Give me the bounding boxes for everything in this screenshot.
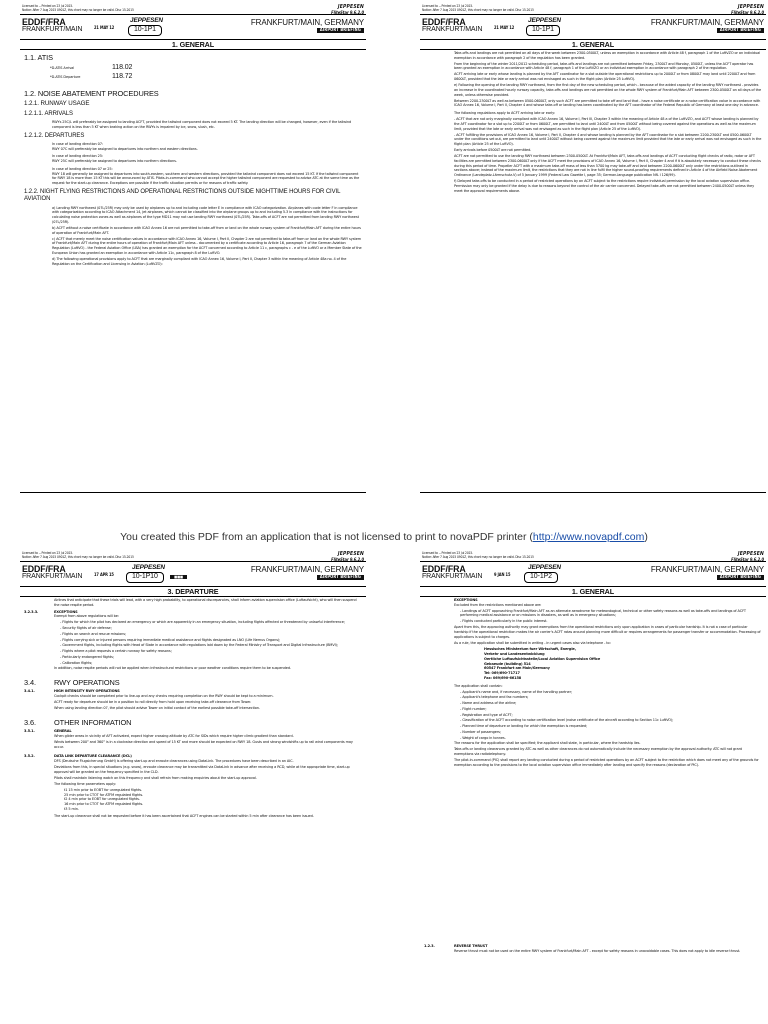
authority-address [454, 647, 762, 680]
section-heading: REVERSE THRUST [454, 943, 488, 948]
section-number: 3.5.1. [24, 728, 35, 734]
jeppesen-logo: JEPPESEN [337, 551, 364, 557]
exceptions-list [454, 609, 762, 624]
novapdf-notice [0, 527, 768, 547]
night-item: d) The following operational provisions apply to ACFT that are marginally compliant with ICAO Annex 16, Volume I, Part II, Chapter 3 within the meaning of Article 48a no. 4 of the Regulation on the Certification and Licensing in Aviation (LuftVZO): [52, 255, 347, 266]
airport-briefing-label: AIRPORT BRIEFING [717, 28, 764, 33]
list-item: - Flights where a pilot requests a certain runway for safety reasons; [60, 649, 362, 654]
paragraph: e) Following the opening of the landing RWY northwest, from the first day of the new scheduling period, which - because of the added capacity of the landing RWY northwest - provides an increase in the coordinated hourly runway capacity, take-offs and landings are not permitted on the whole RWY system of Frankfurt/Main AFT between 2300-0500LT on all days of the week, unless otherwise provided. [454, 82, 762, 97]
jeppesen-logo: JEPPESEN [337, 4, 364, 10]
license-line: Licensed to -- Printed on 23 Jul 2015. [422, 551, 474, 555]
paragraph: The start-up clearance shall not be requested before it has been ascertained that ACFT engines can be started within 5 min after clearance has been issued. [54, 812, 314, 818]
list-item: - Applicant's name and, if necessary, name of the handling partner; [460, 690, 762, 695]
night-items [24, 206, 362, 267]
exceptions-list [54, 620, 362, 665]
flitestar-version: FliteStar 9.6.2.0 [331, 10, 364, 16]
list-item: - Government flights, including flights with Head of State in accordance with regulations laid down by the Federal Ministry of Transport and Digital Infrastructure (BMVI); [60, 643, 362, 648]
high-intensity-section [24, 689, 362, 712]
paragraph: Reverse thrust must not be used on the entire RWY system of Frankfurt/Main AFT - except for safety reasons in unavoidable cases. This does not apply to idle reverse thrust. [454, 947, 741, 953]
chart-index: 10-1P10 [126, 572, 164, 583]
night-item: a) Landing RWY northwest (07L/25R) may only be used by airplanes up to and including code letter E in compliance with ICAO categorization. Airplanes with code letter F in compliance with categorization according to ICAO Attachment 14, jet airplanes, which cannot be classified into the airplane groups up to and including 5.3 in compliance with the instructions for calculating noise protection zones as well as airplanes of the type MD11 may not use landing RWY northwest (07L/25R). Take-offs of ACFT are not permitted from landing RWY northwest (07L/25R). [52, 204, 359, 224]
departures-block [24, 142, 362, 186]
validity-notice: Notice: After 7 Aug 2015 0901Z, this chart may no longer be valid. Disc 15-2015 [422, 555, 534, 560]
exceptions-lead: Exempt from above regulations will be: [54, 613, 119, 619]
reverse-thrust-section [424, 942, 762, 955]
section-title: 1. GENERAL [20, 39, 366, 50]
list-item: - Number of passengers; [460, 730, 762, 735]
paragraph: Cockpit checks should be completed prior to line-up and any checks requiring completion on the RWY should be kept to a minimum. [54, 693, 274, 699]
address-line: Tel: 069/690-71717 [484, 670, 520, 676]
exceptions-section [24, 610, 362, 673]
airport-briefing-label: AIRPORT BRIEFING [317, 575, 364, 580]
application-lead: The application shall contain: [454, 682, 503, 688]
paragraph: ACFT arriving late or early whose landing is planned by the AFT coordinator for a slot outside the operational restrictions up to 2000LT or from 0800LT may land until 2200LT and from 0600LT, provided that the late or early arrival was not envisaged as such in the flight plan (Article 25 LuftVO). [454, 71, 756, 82]
night-restrictions-heading: 1.2.2. NIGHT FLYING RESTRICTIONS AND OPERATIONAL RESTRICTIONS OUTSIDE NIGHTTIME HOURS FOR CIVIL AVIATION [24, 188, 341, 203]
section-number: 3.2.3.3. [24, 608, 39, 614]
section-number: 3.6. [24, 717, 36, 727]
dep-07-title: In case of landing direction 07: [52, 140, 103, 146]
page-footer-rule [420, 492, 766, 493]
runway-usage-heading: 1.2.1. RUNWAY USAGE [24, 100, 90, 108]
paragraph: Apart from this, the approving authority may grant exemptions from the operational restrictions only upon application in cases of particular hardship. It is not a case of particular hardship if the operational restriction makes the air carrier's ACFT rotas around planning more difficult or requires arrangements for passenger transfer or accommodation. Processing of applications is subject to charges. [454, 624, 761, 639]
address-line: Verkehr und Landesentwicklung [484, 651, 545, 657]
intro-text: Airlines that anticipate that these trials will lead, with a very high probability, to operational discrepancies, shall inform aviation supervision office (Luftaufsicht), who will then suspend the noise respite period. [54, 597, 357, 607]
dep-25-text: RWY 25C will preferably be assigned to departures into northern directions. [52, 158, 177, 164]
airport-city: FRANKFURT/MAIN [422, 26, 483, 33]
airport-icao: EDDF/FRA [22, 17, 66, 27]
application-list [454, 690, 762, 741]
address-line: Oertliche Luftaufsichtsstelle/Local Aviation Supervision Office [484, 655, 601, 661]
chart-date: 17 APR 15 [94, 572, 114, 577]
list-item: - Name and address of the airline; [460, 701, 762, 706]
chart-header [420, 564, 766, 585]
license-bar [20, 4, 366, 15]
airport-location: FRANKFURT/MAIN, GERMANY [650, 18, 764, 27]
time-parameter: 16 min prior to CTOT for ATFM regulated flights. [64, 801, 144, 807]
section-heading: RWY OPERATIONS [54, 678, 120, 688]
atis-heading: 1.1. ATIS [24, 53, 53, 62]
atis-row: *D-ATIS Departure 118.72 [50, 72, 133, 80]
exceptions-lead: Excluded from the restrictions mentioned above are: [454, 601, 542, 607]
noise-heading: 1.2. NOISE ABATEMENT PROCEDURES [24, 89, 159, 99]
airport-location: FRANKFURT/MAIN, GERMANY [250, 18, 364, 27]
list-item: - Flights on search and rescue missions; [60, 632, 362, 637]
novapdf-notice-close: ) [644, 531, 648, 543]
address-line: Fax: 069/690-66158 [484, 674, 522, 680]
airport-location: FRANKFURT/MAIN, GERMANY [650, 565, 764, 574]
license-bar [20, 551, 366, 562]
time-parameters [54, 788, 362, 812]
chart-body [24, 52, 362, 268]
section-number: 1.2.3. [424, 943, 435, 948]
dcl-section [24, 754, 362, 819]
revision-marker: ■■■ [170, 575, 187, 579]
section-heading: EXCEPTIONS [454, 597, 478, 602]
novapdf-notice-text: You created this PDF from an application that is not licensed to print to novaPDF printer ( [120, 531, 533, 543]
chart-header [20, 17, 366, 38]
validity-notice: Notice: After 7 Aug 2015 0901Z, this chart may no longer be valid. Disc 15-2015 [22, 555, 134, 560]
paragraph: When using landing direction 07, the pilot should advise Tower on initial contact of the earliest possible take-off intersection. [54, 705, 260, 711]
flitestar-version: FliteStar 9.6.2.0 [731, 10, 764, 16]
airport-city: FRANKFURT/MAIN [422, 573, 483, 580]
paragraph: ACFT ready for departure should be in a position to roll directly from hold upon receiving take-off clearance from Tower. [54, 699, 252, 705]
section-title: 3. DEPARTURE [20, 586, 366, 597]
paragraph: Deviations from this, in special situations (e.g. snow), enroute clearance may be transmitted via DataLink in advance after receiving a RCD, while at the appropriate time, start-up approval will be granted on the frequency specified in the CLD. [54, 764, 350, 774]
atis-frequency: 118.72 [112, 72, 133, 80]
section-number: 3.5.2. [24, 753, 35, 759]
paragraph: - ACFT that are not only marginally compliant with ICAO Annex 16, Volume I, Part III, Chapter 3 within the meaning of Article 48 a of the LuftVZO, and ACFT whose landing is planned by the AFT coordinator for a slot up to 2200LT or from 0600LT, are permitted to land until 2400LT and from 0500LT without being covered against the operations as well as the maximum limit, provided that the late or early arrival was not envisaged as such in the flight plan (Article 25 of the LuftVO). [454, 116, 759, 131]
paragraph: The pilot-in-command (PIC) shall report any landing conducted during a period of restricted operations by an ACFT subject to the restriction which does not meet any of the grounds for exemption according to the provisions to the local aviation supervision office immediately after landing and specify the reasons (declaration of PIC). [454, 757, 759, 767]
chart-page-10-1p1-right [420, 0, 766, 500]
paragraph: - ACFT fulfilling the provisions of ICAO Annex 16, Volume I, Part II, Chapter 4 and whose landing is planned by the AFT coordinator for a slot between 2200-2300LT and 0500-0600LT under the conditions set out, are permitted to land until 2400LT without being covered against the maximum limit provided that the late or early arrival was not envisaged as such in the flight plan (Article 25 of the LuftVO). [454, 131, 762, 147]
time-parameter: t1 15 min prior to EOBT for unregulated flights. [64, 786, 142, 792]
chart-page-10-1p1-left [20, 0, 366, 500]
paragraph: Pilots shall maintain listening watch on this frequency and shall refrain from making enquiries about the start-up approval. [54, 774, 257, 780]
airport-location: FRANKFURT/MAIN, GERMANY [250, 565, 364, 574]
paragraph: The following regulations apply to ACFT arriving late or early: [454, 110, 555, 116]
list-item: - Flights for which the pilot has declared an emergency or which are apparently in an emergency situation, including flights affected or threatened by unlawful interference; [60, 620, 362, 625]
exceptions-tail: In addition, noise respite periods will not be applied when infrastructural restrictions or poor weather conditions require them to be suspended. [54, 665, 291, 671]
section-number: 3.4. [24, 678, 36, 688]
list-item: - Classification of the ACFT according to noise certification level (noise certificate of the aircraft according to Section 11c LuftVO); [460, 718, 762, 723]
chart-date: 21 MAY 12 [94, 25, 115, 30]
validity-notice: Notice: After 7 Aug 2015 0901Z, this chart may no longer be valid. Disc 15-2015 [22, 8, 134, 13]
airport-city: FRANKFURT/MAIN [22, 573, 83, 580]
jeppesen-brand: JEPPESEN [528, 564, 561, 571]
section-title: 1. GENERAL [420, 586, 766, 597]
list-item: - Weight of cargo in tonnes. [460, 736, 762, 741]
license-line: Licensed to -- Printed on 23 Jul 2015. [422, 4, 474, 8]
list-item: - Planned time of departure or landing for which the exemption is requested; [460, 724, 762, 729]
section-heading: HIGH INTENSITY RWY OPERATIONS [54, 688, 120, 694]
section-number: 3.4.1. [24, 688, 35, 694]
license-bar [420, 551, 766, 562]
section-heading: DATA LINK DEPARTURE CLEARANCE (DCL) [54, 753, 132, 759]
list-item: - Registration and type of ACFT; [460, 713, 762, 718]
time-parameter: t2 4 min prior to EOBT for unregulated flights. [64, 796, 140, 802]
paragraph: f) Delayed take-offs to be conducted in a period of restricted operations by an ACFT subject to the restrictions require individual permission by the local aviation supervision office. Permission may only be granted if the delay is due to reasons beyond the control of the air carrier concerned. Delayed take-offs are not permitted between 2400-0500LT unless they meet the approval requirements above. [454, 178, 755, 193]
other-info-section [24, 718, 362, 727]
dep-25-title: In case of landing direction 25: [52, 153, 103, 159]
flitestar-version: FliteStar 9.6.2.0 [731, 557, 764, 563]
list-item: - Applicant's telephone and fax numbers; [460, 695, 762, 700]
dep-0725-title: In case of landing direction 07 or 25: [52, 165, 113, 171]
arrivals-text: RWYs 25C/L will preferably be assigned to landing ACFT, provided the tailwind component does not exceed 5 KT. The landing direction will be changed, however, even if the tailwind component is less than 5 KT when braking action on the RWYs is impaired by ice, snow, slush, etc. [52, 119, 352, 129]
rwy-operations-section [24, 678, 362, 687]
chart-date: 21 MAY 12 [494, 25, 515, 30]
paragraph: As a rule, the application shall be submitted in writing - in urgent cases also via telephone - to: [454, 639, 611, 645]
paragraph: When glider areas in vicinity of AFT activated, expect higher crossing altitude by ATC for SIDs which require higher climb gradient than standard. [54, 732, 294, 738]
chart-index: 10-1P2 [524, 572, 558, 583]
departures-heading: 1.2.1.2. DEPARTURES [24, 132, 85, 139]
paragraph: Between 2200-2300LT as well as between 0500-0600LT, only such ACFT are permitted to take off and land that - have a noise certificate or a noise certification value in accordance with ICAO Annex 16, Volume I, Part II, Chapter 4 and whose take-off or landing has been coordinated by the AFT coordinator of the Federal Republic of Germany at least one day in advance. [454, 97, 761, 108]
chart-index: 10-1P1 [128, 25, 162, 36]
chart-body [24, 598, 362, 820]
chart-date: 9 JAN 15 [494, 572, 511, 577]
address-line: 60547 Frankfurt am Main/Germany [484, 665, 550, 671]
atis-block [24, 64, 362, 81]
list-item: - Flights conducted particularly in the public interest. [460, 619, 762, 624]
airport-icao: EDDF/FRA [422, 17, 466, 27]
license-line: Licensed to -- Printed on 23 Jul 2015. [22, 4, 74, 8]
page-footer-rule [20, 492, 366, 493]
jeppesen-brand: JEPPESEN [132, 564, 165, 571]
list-item: - Landings of ACFT approaching Frankfurt/Main AFT as an alternate aerodrome for meteorological, technical or other safety reasons as well as take-offs and landings of ACFT performing medical assistance or on missions in disasters, as well as in emergency situations; [460, 609, 762, 619]
chart-page-10-1p10 [20, 547, 366, 1024]
chart-header [20, 564, 366, 585]
chart-body [454, 598, 762, 769]
flitestar-version: FliteStar 9.6.2.0 [331, 557, 364, 563]
section-heading: EXCEPTIONS [54, 608, 78, 614]
atis-frequency: 118.02 [112, 64, 133, 72]
jeppesen-brand: JEPPESEN [528, 17, 561, 24]
general-section [24, 729, 362, 750]
section-title: 1. GENERAL [420, 39, 766, 50]
paragraph: Early arrivals before 0500LT are not permitted. [454, 147, 532, 153]
dep-0725-text: RWY 18 will generally be assigned to departures into south-eastern, southern and western directions, provided the tailwind component does not exceed 15 KT. If the tailwind component for RWY 18 is more than 15 KT this will be announced by ATIS. Pilots-in-command who cannot accept the higher tailwind component are requested to advise ATC at the same time as the request for the start-up clearance. Exceptions are possible if the traffic situation permits or for reasons of traffic safety. [52, 170, 360, 186]
paragraph: The following time parameters apply: [54, 780, 116, 786]
paragraph: Winds between 200° and 360° is in a clockwise direction and speed of 15 KT and more should be expected on RWY 18. Gusts and strong windshifts up to rail wind components may occur. [54, 738, 353, 749]
list-item: - Security flights of air defense; [60, 626, 362, 631]
night-item: b) ACFT without a noise certificate in accordance with ICAO Annex 16 are not permitted to take-off from or land on the whole runway system of Frankfurt/Main AFT during the entire hours of operation of Frankfurt/Main AFT. [52, 224, 361, 235]
list-item: - Flight number; [460, 707, 762, 712]
paragraph: DFS (Deutsche Flugsicherung GmbH) is offering start-up and enroute clearances using DataLink. The procedures have been described in an AIC. [54, 758, 294, 764]
airport-briefing-label: AIRPORT BRIEFING [717, 575, 764, 580]
paragraph: From the beginning of the winter 2011/2012 scheduling period, take-offs and landings are not permitted between Friday, 2300LT and Monday, 0500LT, unless the ACFT operator has been granted an exemption in accordance with Article 48 f, paragraph 1 of the LuftVZO or an individual exemption in accordance with paragraph 2 of the regulation. [454, 60, 754, 71]
section-heading: OTHER INFORMATION [54, 717, 132, 727]
airport-city: FRANKFURT/MAIN [22, 26, 83, 33]
list-item: - Flights carrying sick or injured persons requiring immediate medical assistance and flights designated as LNO (Life Nemus Organs); [60, 638, 362, 643]
validity-notice: Notice: After 7 Aug 2015 0901Z, this chart may no longer be valid. Disc 15-2015 [422, 8, 534, 13]
paragraph: Take-offs or landing clearances granted by ATC as well as other clearances do not automatically include the necessary exemption by the approval authority. ATC will not grant exemptions via radiotelephony. [454, 746, 742, 757]
list-item: - Calibration flights; [60, 661, 362, 666]
airport-icao: EDDF/FRA [22, 564, 66, 574]
jeppesen-logo: JEPPESEN [737, 551, 764, 557]
address-line: Hessisches Ministerium fuer Wirtschaft, Energie, [484, 646, 576, 652]
list-item: - Particularly endangered flights; [60, 655, 362, 660]
paragraph: ACFT are not permitted to use the landing RWY northwest between 2300-0500LT. At Frankfurt/Main AFT, take-offs and landings of ACFT conducting flight checks of radio, radar or AFT facilities are permitted between 2300-0600LT only if the ACFT meet the provisions of ICAO Annex 16, Volume I, Part II, Chapter 4 and if it is absolutely necessary to conduct these checks during this period of time. Propeller ACFT with a maximum take-off mass of less than 5700 kg may take-off and land between 2200-0600LT only under the restrictions outlined in sections above; instead of the maximum limit, the restrictions that they are not in line fulfil the higher sound-proofing requirements defined in Article 4 of the Airfield Noise Abatement Ordinance (Landeplatz-Lärmschutz-V) of 5 January 1999 (Federal Law Gazette I, page 35; German-language publication NfL I 126/99). [454, 153, 761, 178]
time-parameter: 25 min prior to CTOT for ATFM regulated flights. [64, 791, 144, 797]
airport-icao: EDDF/FRA [422, 564, 466, 574]
jeppesen-brand: JEPPESEN [130, 17, 163, 24]
paragraph: The reasons for the application shall be specified; the applicant shall state, in particular, where the hardship lies. [454, 740, 641, 746]
dep-07-text: RWY 07C will preferably be assigned to departures into northern and eastern directions. [52, 145, 198, 151]
section-heading: GENERAL [54, 728, 72, 734]
jeppesen-logo: JEPPESEN [737, 4, 764, 10]
chart-body [454, 51, 762, 195]
night-item: c) ACFT that merely meet the noise certification values in accordance with ICAO Annex 16, Volume I, Part II, Chapter 2 are not permitted to take-off from or land on the whole RWY system of Frankfurt/Main AFT during the entire hours of operation of Frankfurt/Main AFT unless - documented by a certificate according to Article 16, paragraph 7 of the German Aviation Regulation (LuftVO) - the Federal Aviation Office (LBA) has granted an exemption for the ACFT concerned according to Article 11 c, paragraphs c - e of the LuftVO or a Member State of the European Union has granted an exemption in accordance with Article 11c, paragraph 8 of the LuftVO. [52, 235, 362, 255]
chart-page-10-1p2 [420, 547, 766, 1024]
chart-index: 10-1P1 [526, 25, 560, 36]
chart-header [420, 17, 766, 38]
time-parameter: t3 5 min. [64, 805, 79, 811]
arrivals-heading: 1.2.1.1. ARRIVALS [24, 110, 73, 117]
license-bar [420, 4, 766, 15]
atis-row: *D-ATIS Arrival 118.02 [50, 64, 133, 72]
address-line: Gebaeude (building) 514 [484, 660, 531, 666]
license-line: Licensed to -- Printed on 23 Jul 2015. [22, 551, 74, 555]
novapdf-link[interactable]: http://www.novapdf.com [532, 531, 645, 543]
paragraph: Take-offs and landings are not permitted on all days of the week between 2300-0500LT, unless an exemption in accordance with Article 48 f, paragraph 1 of the LuftVZO or an individual exemption in accordance with paragraph 2 of the regulation has been granted. [454, 50, 761, 60]
airport-briefing-label: AIRPORT BRIEFING [317, 28, 364, 33]
